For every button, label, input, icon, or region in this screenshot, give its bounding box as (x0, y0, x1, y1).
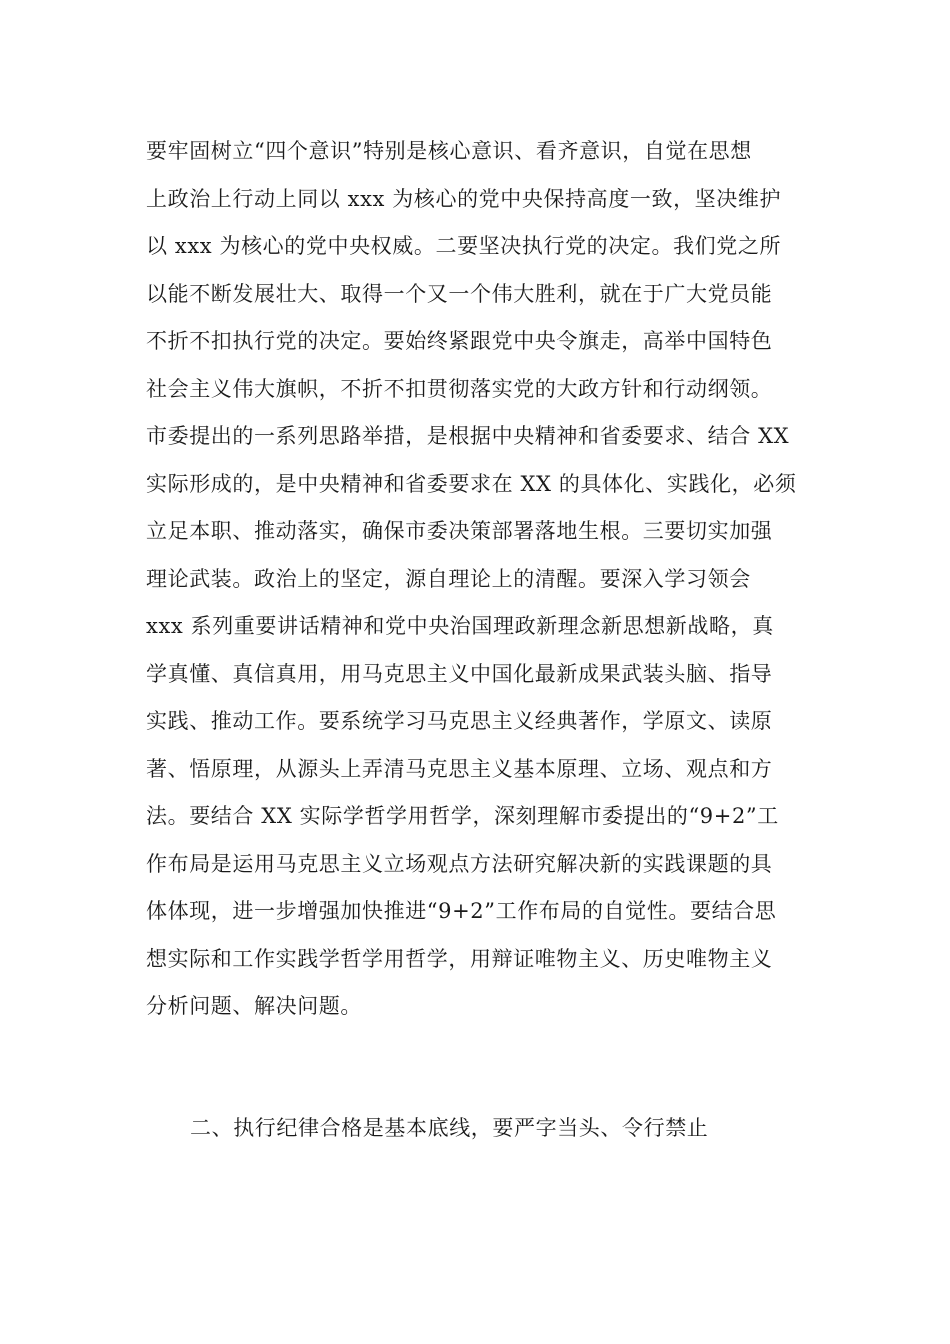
paragraph-line: 立足本职、推动落实，确保市委决策部署落地生根。三要切实加强 (146, 519, 773, 543)
paragraph-line: 学真懂、真信真用，用马克思主义中国化最新成果武装头脑、指导 (146, 661, 773, 686)
paragraph-line: 体体现，进一步增强加快推进“9+2”工作布局的自觉性。要结合思 (146, 899, 777, 923)
paragraph-line: 上政治上行动上同以 xxx 为核心的党中央保持高度一致，坚决维护 (146, 186, 782, 211)
body-paragraph (146, 128, 806, 1031)
paragraph-line: 社会主义伟大旗帜，不折不扣贯彻落实党的大政方针和行动纲领。 (146, 376, 773, 401)
section-heading: 二、执行纪律合格是基本底线，要严字当头、令行禁止 (190, 1116, 709, 1140)
paragraph-line: 著、悟原理，从源头上弄清马克思主义基本原理、立场、观点和方 (146, 756, 773, 781)
paragraph-line: xxx 系列重要讲话精神和党中央治国理政新理念新思想新战略，真 (146, 614, 774, 638)
paragraph-line: 想实际和工作实践学哲学用哲学，用辩证唯物主义、历史唯物主义 (146, 946, 773, 971)
paragraph-line: 以 xxx 为核心的党中央权威。二要坚决执行党的决定。我们党之所 (146, 234, 782, 258)
paragraph-line: 不折不扣执行党的决定。要始终紧跟党中央令旗走，高举中国特色 (146, 329, 773, 353)
paragraph-line: 实际形成的，是中央精神和省委要求在 XX 的具体化、实践化，必须 (146, 471, 797, 496)
paragraph-line: 理论武装。政治上的坚定，源自理论上的清醒。要深入学习领会 (146, 566, 751, 591)
paragraph-line: 法。要结合 XX 实际学哲学用哲学，深刻理解市委提出的“9+2”工 (146, 804, 779, 828)
paragraph-line: 市委提出的一系列思路举措，是根据中央精神和省委要求、结合 XX (146, 424, 790, 448)
paragraph-line: 以能不断发展壮大、取得一个又一个伟大胜利，就在于广大党员能 (146, 281, 773, 306)
paragraph-line: 作布局是运用马克思主义立场观点方法研究解决新的实践课题的具 (146, 851, 773, 876)
paragraph-line: 分析问题、解决问题。 (146, 994, 362, 1018)
paragraph-line: 实践、推动工作。要系统学习马克思主义经典著作，学原文、读原 (146, 709, 773, 733)
paragraph-line: 要牢固树立“四个意识”特别是核心意识、看齐意识，自觉在思想 (146, 139, 752, 163)
